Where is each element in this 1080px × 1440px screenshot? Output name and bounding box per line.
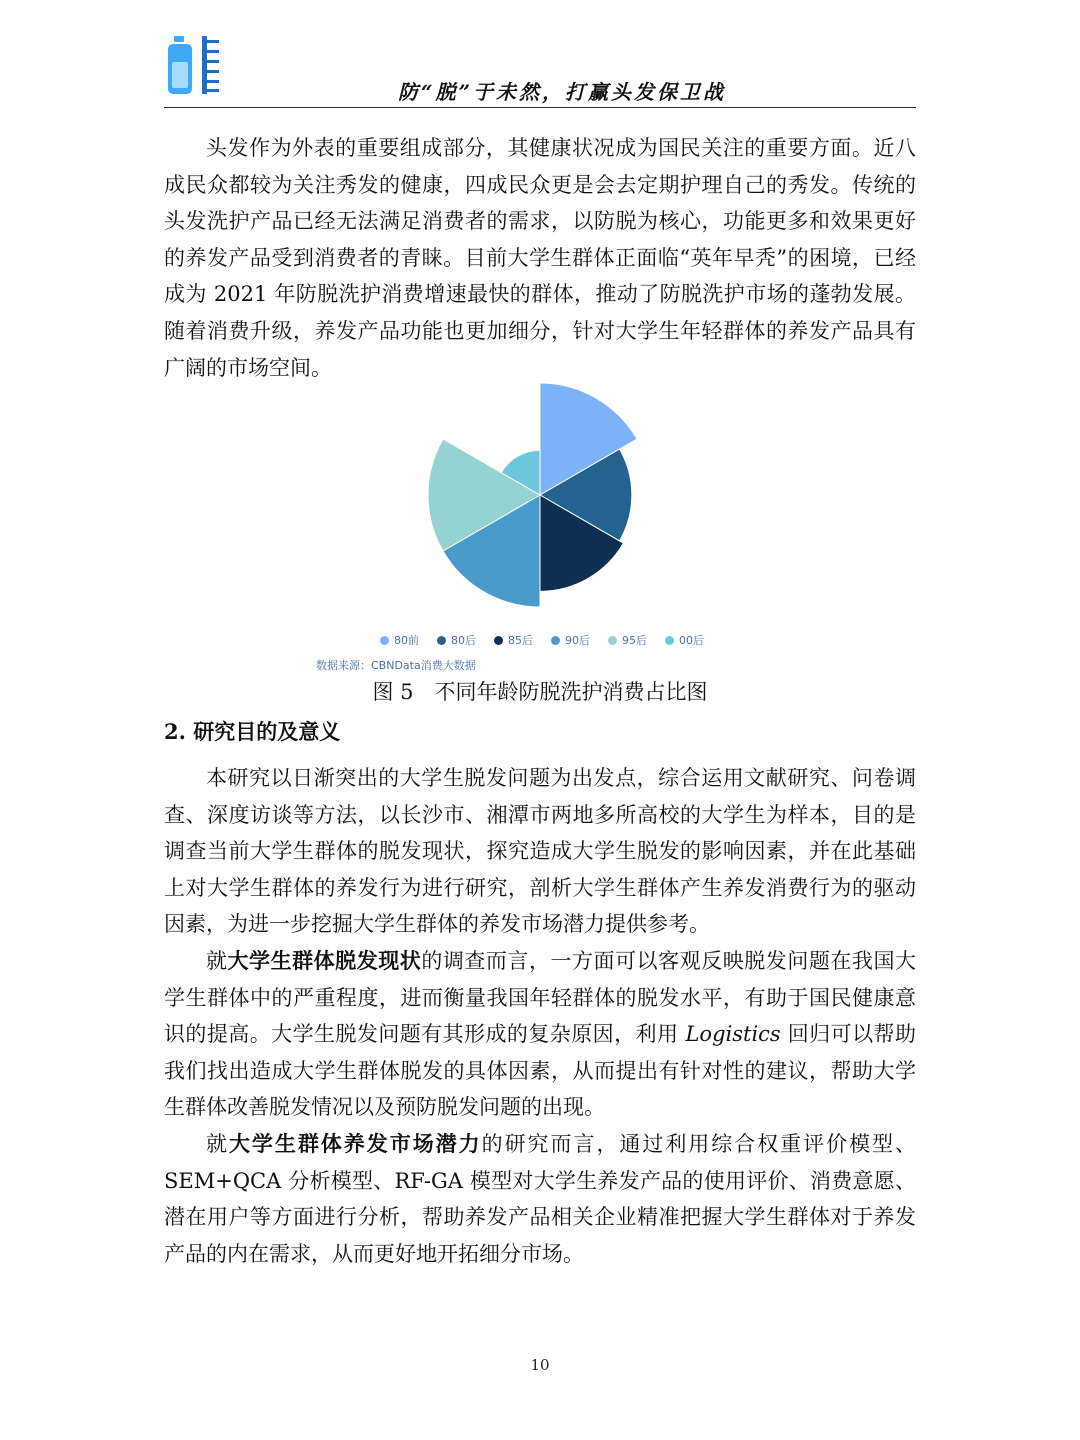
section-paragraph-2: [164, 943, 916, 1126]
chart-source: 数据来源：CBNData消费大数据: [316, 659, 476, 672]
section-paragraph-1: 本研究以日渐突出的大学生脱发问题为出发点，综合运用文献研究、问卷调查、深度访谈等方法，以长沙市、湘潭市两地多所高校的大学生为样本，目的是调查当前大学生群体的脱发现状，探究造成大学生脱发的影响因素，并在此基础上对大学生群体的养发行为进行研究，剖析大学生群体产生养发消费行为的驱动因素，为进一步挖掘大学生群体的养发市场潜力提供参考。: [164, 766, 916, 937]
legend-item: [551, 632, 590, 648]
legend-dot-icon: [437, 636, 446, 645]
legend-item: [380, 632, 419, 648]
legend-dot-icon: [665, 636, 674, 645]
legend-label: 95后: [622, 634, 647, 647]
section-paragraph-3: [164, 1126, 916, 1272]
legend-item: [608, 632, 647, 648]
legend-label: 00后: [679, 634, 704, 647]
p3-bold: 大学生群体养发市场潜力: [228, 1131, 482, 1156]
p2-italic: Logistics: [685, 1022, 781, 1047]
figure-caption: 图 5 不同年龄防脱洗护消费占比图: [372, 680, 708, 704]
page-number: 10: [530, 1356, 550, 1374]
age-consumption-rose-chart: [390, 378, 690, 618]
section-heading: 2. 研究目的及意义: [164, 719, 341, 744]
legend-label: 80后: [451, 634, 476, 647]
legend-label: 85后: [508, 634, 533, 647]
chart-legend: [380, 632, 704, 648]
legend-dot-icon: [608, 636, 617, 645]
header-title: 防“脱”于未然，打赢头发保卫战: [398, 80, 727, 104]
intro-paragraph: 头发作为外表的重要组成部分，其健康状况成为国民关注的重要方面。近八成民众都较为关注秀发的健康，四成民众更是会去定期护理自己的秀发。传统的头发洗护产品已经无法满足消费者的需求，以防脱为核心，功能更多和效果更好的养发产品受到消费者的青睐。目前大学生群体正面临“英年早秃”的困境，已经成为 2021 年防脱洗护消费增速最快的群体，推动了防脱洗护市场的蓬勃发展。随着消费升级，养发产品功能也更加细分，针对大学生年轻群体的养发产品具有广阔的市场空间。: [164, 136, 916, 380]
legend-item: [437, 632, 476, 648]
p3-suffix: 的研究而言，通过利用综合权重评价模型、SEM+QCA 分析模型、RF-GA 模型对大学生养发产品的使用评价、消费意愿、潜在用户等方面进行分析，帮助养发产品相关企业精准把握大学生群体对于养发产品的内在需求，从而更好地开拓细分市场。: [164, 1132, 917, 1266]
p2-mid: 的调查而言，一方面可以客观反映脱发问题在我国大学生群体中的严重程度，进而衡量我国年轻群体的脱发水平，有助于国民健康意识的提高。大学生脱发问题有其形成的复杂原因，利用: [164, 949, 916, 1047]
legend-item: [494, 632, 533, 648]
legend-dot-icon: [380, 636, 389, 645]
legend-dot-icon: [551, 636, 560, 645]
p2-bold: 大学生群体脱发现状: [227, 948, 422, 973]
p2-prefix: 就: [206, 949, 228, 973]
p2-suffix: 回归可以帮助我们找出造成大学生群体脱发的具体因素，从而提出有针对性的建议，帮助大学生群体改善脱发情况以及预防脱发问题的出现。: [164, 1022, 916, 1120]
header-divider: [164, 107, 916, 108]
legend-label: 90后: [565, 634, 590, 647]
legend-item: [665, 632, 704, 648]
p3-prefix: 就: [206, 1132, 229, 1156]
bottle-comb-logo-icon: [166, 36, 222, 96]
legend-label: 80前: [394, 634, 419, 647]
legend-dot-icon: [494, 636, 503, 645]
